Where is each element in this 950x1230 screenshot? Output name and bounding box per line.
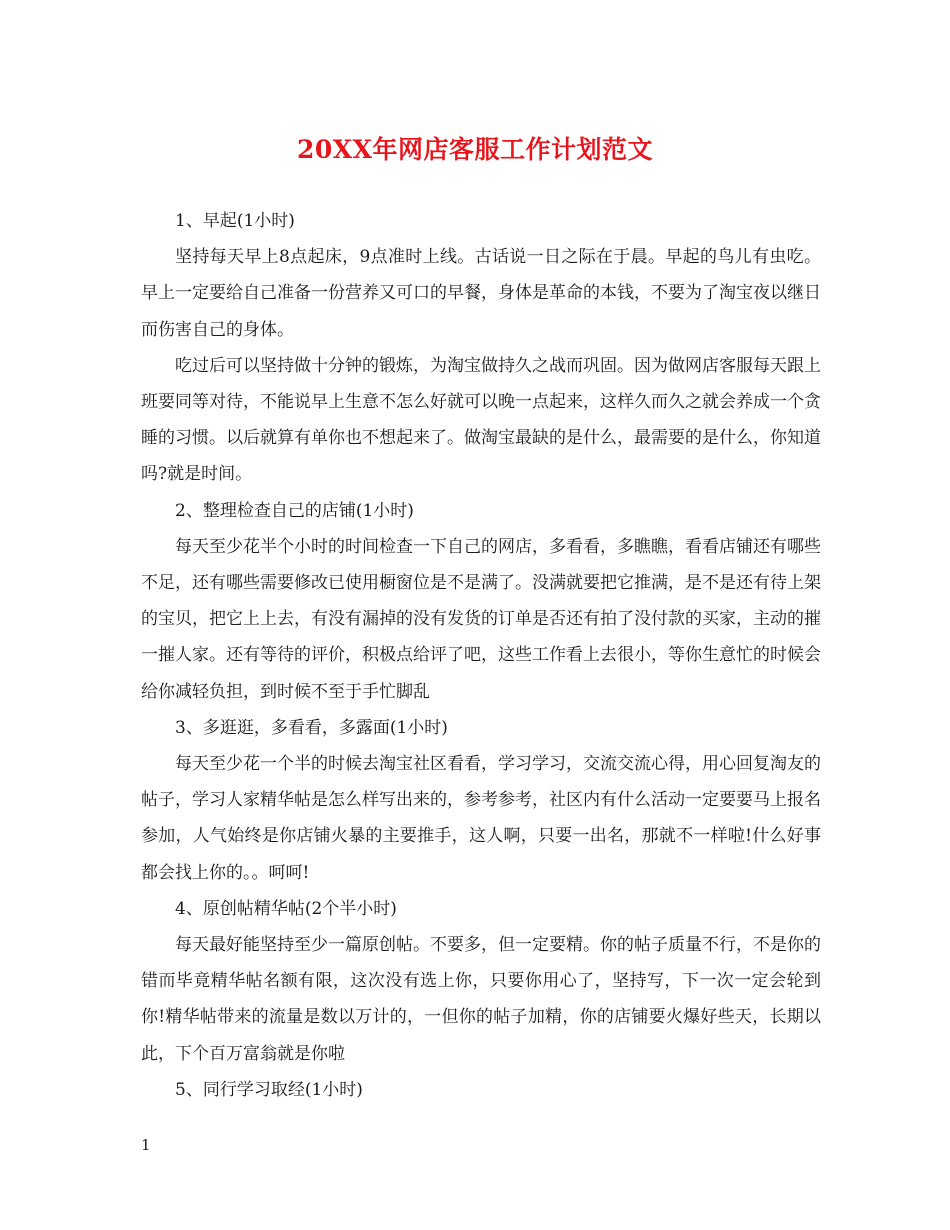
body-paragraph: 坚持每天早上8点起床，9点准时上线。古话说一日之际在于晨。早起的鸟儿有虫吃。早上一定要给自己准备一份营养又可口的早餐，身体是革命的本钱，不要为了淘宝夜以继日而伤害自己的身体。 xyxy=(141,247,821,340)
page-number: 1 xyxy=(141,1136,151,1154)
document-title: 20XX年网店客服工作计划范文 xyxy=(296,135,654,164)
body-paragraph: 每天最好能坚持至少一篇原创帖。不要多，但一定要精。你的帖子质量不行，不是你的错而毕竟精华帖名额有限，这次没有选上你，只要你用心了，坚持写，下一次一定会轮到你!精华帖带来的流量是数以万计的，一但你的帖子加精，你的店铺要火爆好些天，长期以此，下个百万富翁就是你啦 xyxy=(141,935,821,1064)
section-heading-4: 4、原创帖精华帖(2个半小时) xyxy=(175,898,397,919)
body-paragraph: 每天至少花半个小时的时间检查一下自己的网店，多看看，多瞧瞧，看看店铺还有哪些不足，还有哪些需要修改已使用橱窗位是不是满了。没满就要把它推满，是不是还有待上架的宝贝，把它上上去，有没有漏掉的没有发货的订单是否还有拍了没付款的买家，主动的摧一摧人家。还有等待的评价，积极点给评了吧，这些工作看上去很小，等你生意忙的时候会给你减轻负担，到时候不至于手忙脚乱 xyxy=(141,536,821,702)
section-heading-5: 5、同行学习取经(1小时) xyxy=(175,1079,363,1100)
document-body xyxy=(141,203,821,1108)
section-heading-2: 2、整理检查自己的店铺(1小时) xyxy=(175,500,414,521)
body-paragraph: 每天至少花一个半的时候去淘宝社区看看，学习学习，交流交流心得，用心回复淘友的帖子，学习人家精华帖是怎么样写出来的，参考参考，社区内有什么活动一定要要马上报名参加，人气始终是你店铺火暴的主要推手，这人啊，只要一出名，那就不一样啦!什么好事都会找上你的。。呵呵! xyxy=(141,754,821,883)
section-heading-1: 1、早起(1小时) xyxy=(175,211,295,231)
section-heading-3: 3、多逛逛，多看看，多露面(1小时) xyxy=(175,717,448,738)
body-paragraph: 吃过后可以坚持做十分钟的锻炼，为淘宝做持久之战而巩固。因为做网店客服每天跟上班要同等对待，不能说早上生意不怎么好就可以晚一点起来，这样久而久之就会养成一个贪睡的习惯。以后就算有单你也不想起来了。做淘宝最缺的是什么，最需要的是什么，你知道吗?就是时间。 xyxy=(141,355,821,485)
